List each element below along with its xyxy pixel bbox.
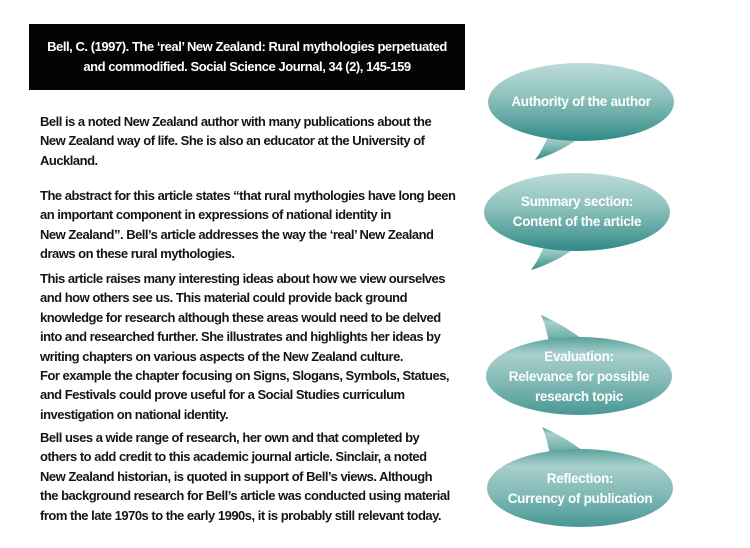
callout-label-line: Currency of publication xyxy=(507,491,653,506)
citation-line-1: Bell, C. (1997). The ‘real’ New Zealand: Rural mythologies perpetuated xyxy=(47,39,447,54)
text-line: an important component in expressions of national identity in xyxy=(40,207,391,223)
callout-label-line: research topic xyxy=(534,389,624,404)
text-line: The abstract for this article states “that rural mythologies have long been xyxy=(40,188,456,203)
callout-label-line: Evaluation: xyxy=(544,349,614,364)
text-line: New Zealand way of life. She is also an educator at the University of xyxy=(40,133,425,149)
text-line: For example the chapter focusing on Signs, Slogans, Symbols, Statues, xyxy=(40,368,450,384)
text-line: draws on these rural mythologies. xyxy=(40,246,235,262)
callout-label-line: Summary section: xyxy=(520,194,634,209)
callout-evaluation xyxy=(484,312,674,417)
callout-label xyxy=(493,449,667,529)
text-line: knowledge for research although these areas would need to be delved xyxy=(40,309,441,325)
text-line: writing chapters on various aspects of the New Zealand culture. xyxy=(40,348,403,364)
callout-summary xyxy=(482,172,672,277)
citation-line-2: and commodified. Social Science Journal, 34 (2), 145-159 xyxy=(83,59,411,74)
text-line: Auckland. xyxy=(40,152,98,168)
text-line: into and researched further. She illustrates and highlights her ideas by xyxy=(40,329,441,345)
paragraph-evaluation xyxy=(40,269,449,424)
callout-label xyxy=(494,62,668,142)
callout-label xyxy=(490,172,664,252)
callout-label-line: Content of the article xyxy=(512,214,642,229)
text-line: New Zealand”. Bell’s article addresses the way the ‘real’ New Zealand xyxy=(40,226,434,242)
text-line: the background research for Bell’s article was conducted using material xyxy=(40,488,450,504)
callout-label xyxy=(492,337,666,417)
citation-banner xyxy=(29,24,465,90)
text-line: from the late 1970s to the early 1990s, it is probably still relevant today. xyxy=(40,507,442,523)
callout-label-line: Authority of the author xyxy=(511,94,651,109)
text-line: others to add credit to this academic journal article. Sinclair, a noted xyxy=(40,449,427,465)
paragraph-summary xyxy=(40,186,455,264)
text-line: Bell is a noted New Zealand author with many publications about the xyxy=(40,114,432,129)
callout-authority xyxy=(486,62,676,167)
text-line: Bell uses a wide range of research, her own and that completed by xyxy=(40,430,420,445)
text-line: and how others see us. This material could provide back ground xyxy=(40,290,408,306)
callout-label-line: Relevance for possible xyxy=(508,369,650,384)
text-line: and Festivals could prove useful for a Social Studies curriculum xyxy=(40,387,405,403)
text-line: New Zealand historian, is quoted in support of Bell’s views. Although xyxy=(40,468,433,484)
paragraph-reflection xyxy=(40,428,450,525)
callout-reflection xyxy=(485,424,675,529)
text-line: investigation on national identity. xyxy=(40,406,229,422)
text-line: This article raises many interesting ideas about how we view ourselves xyxy=(40,271,445,286)
callout-label-line: Reflection: xyxy=(546,471,614,486)
paragraph-authority xyxy=(40,112,431,170)
